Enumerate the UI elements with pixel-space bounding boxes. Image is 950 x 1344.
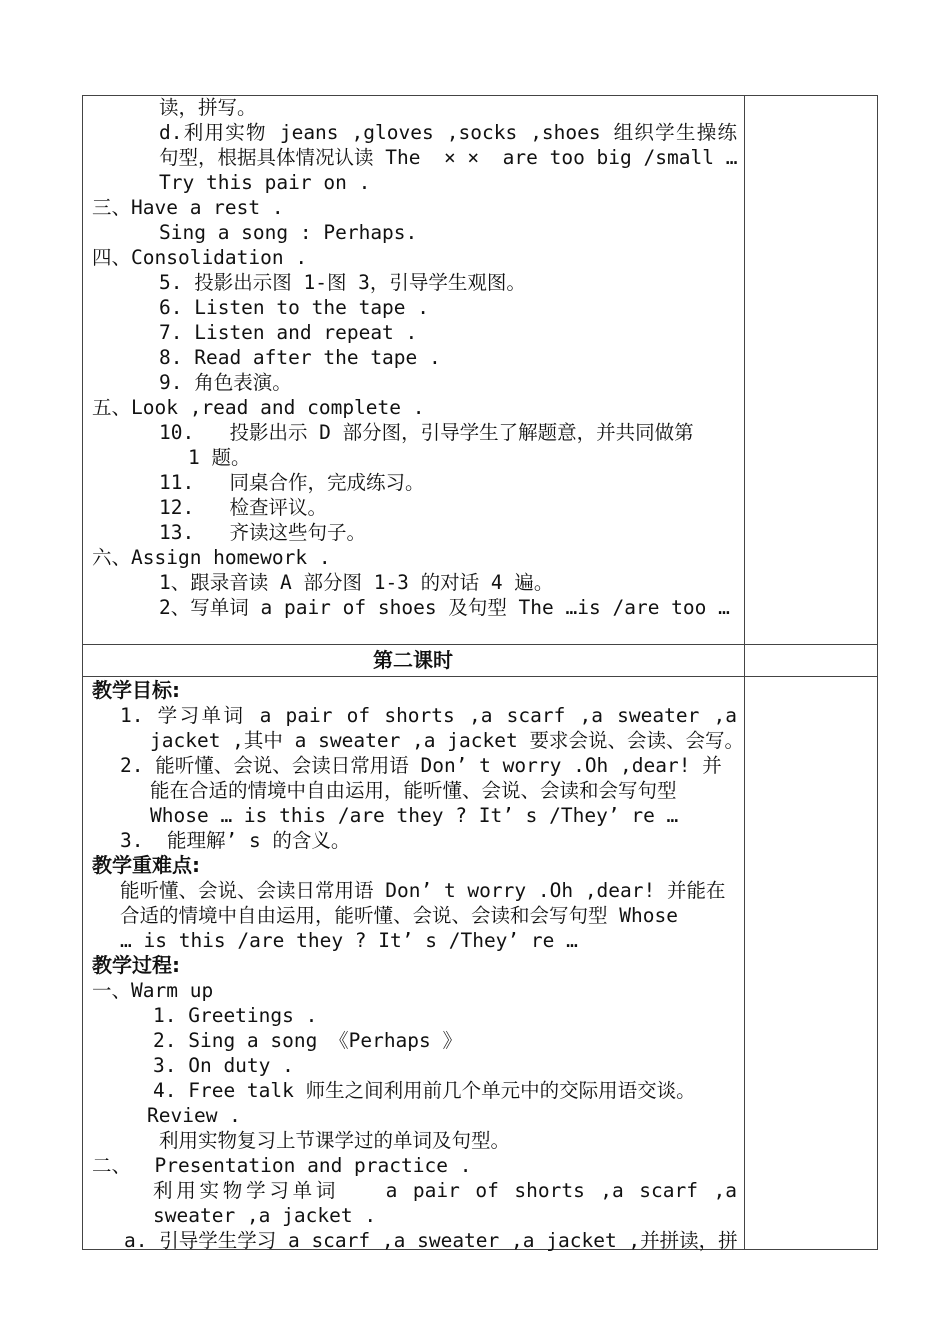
section-heading: 二、 Presentation and practice .: [92, 1154, 472, 1177]
list-item: 2. 能听懂、会说、会读日常用语 Don’ t worry .Oh ,dear! 并: [120, 754, 722, 777]
text-line: d.利用实物 jeans ,gloves ,socks ,shoes 组织学生操练: [159, 121, 737, 144]
column-divider: [744, 95, 745, 1250]
text-line: Sing a song : Perhaps.: [159, 221, 418, 244]
list-item: 9. 角色表演。: [159, 371, 292, 394]
list-item: 11. 同桌合作，完成练习。: [159, 471, 425, 494]
section-heading: 四、Consolidation .: [92, 246, 308, 269]
list-item: 1、跟录音读 A 部分图 1-3 的对话 4 遍。: [159, 571, 554, 594]
list-item: 8. Read after the tape .: [159, 346, 441, 369]
text-line: 能听懂、会说、会读日常用语 Don’ t worry .Oh ,dear! 并能在: [120, 879, 726, 902]
text-line: Try this pair on .: [159, 171, 371, 194]
section-heading: 一、Warm up: [92, 979, 214, 1002]
list-item: 4. Free talk 师生之间利用前几个单元中的交际用语交谈。: [153, 1079, 696, 1102]
list-item: 7. Listen and repeat .: [159, 321, 418, 344]
text-line: 利用实物学习单词 a pair of shorts ,a scarf ,a: [153, 1179, 737, 1202]
list-item-continuation: jacket ,其中 a sweater ,a jacket 要求会说、会读、会写。: [150, 729, 744, 752]
list-item: 2. Sing a song 《Perhaps 》: [153, 1029, 463, 1052]
list-item: 12. 检查评议。: [159, 496, 327, 519]
section-heading: 五、Look ,read and complete .: [92, 396, 425, 419]
text-line: 读，拼写。: [159, 96, 257, 119]
list-item-continuation: Whose … is this /are they ? It’ s /They’ re …: [150, 804, 679, 827]
list-item: 10. 投影出示 D 部分图，引导学生了解题意，并共同做第: [159, 421, 694, 444]
section-heading: 三、Have a rest .: [92, 196, 284, 219]
row-divider: [82, 676, 878, 677]
lesson-plan-table: [82, 95, 878, 1250]
list-item: 1. Greetings .: [153, 1004, 318, 1027]
list-item: 5. 投影出示图 1-图 3，引导学生观图。: [159, 271, 526, 294]
objectives-heading: 教学目标:: [92, 678, 180, 702]
text-line: Review .: [147, 1104, 241, 1127]
list-item: 13. 齐读这些句子。: [159, 521, 366, 544]
text-line: 合适的情境中自由运用，能听懂、会说、会读和会写句型 Whose: [120, 904, 678, 927]
text-line: sweater ,a jacket .: [153, 1204, 377, 1227]
text-line: 句型，根据具体情况认读 The × × are too big /small …: [159, 146, 738, 169]
list-item: 3. On duty .: [153, 1054, 294, 1077]
text-line: … is this /are they ? It’ s /They’ re …: [120, 929, 578, 952]
list-item: 3. 能理解’ s 的含义。: [120, 829, 351, 852]
list-item-continuation: 能在合适的情境中自由运用，能听懂、会说、会读和会写句型: [150, 779, 677, 802]
process-heading: 教学过程:: [92, 953, 180, 977]
key-points-heading: 教学重难点:: [92, 853, 200, 877]
list-item: 6. Listen to the tape .: [159, 296, 430, 319]
section-heading: 六、Assign homework .: [92, 546, 331, 569]
list-item-continuation: 1 题。: [188, 446, 251, 469]
list-item: 2、写单词 a pair of shoes 及句型 The …is /are too …: [159, 596, 730, 619]
list-item: 1. 学习单词 a pair of shorts ,a scarf ,a sweater ,a: [120, 704, 737, 727]
text-line: a. 引导学生学习 a scarf ,a sweater ,a jacket ,并拼读，拼: [124, 1229, 738, 1252]
lesson-two-title: 第二课时: [373, 648, 453, 672]
text-line: 利用实物复习上节课学过的单词及句型。: [159, 1129, 511, 1152]
